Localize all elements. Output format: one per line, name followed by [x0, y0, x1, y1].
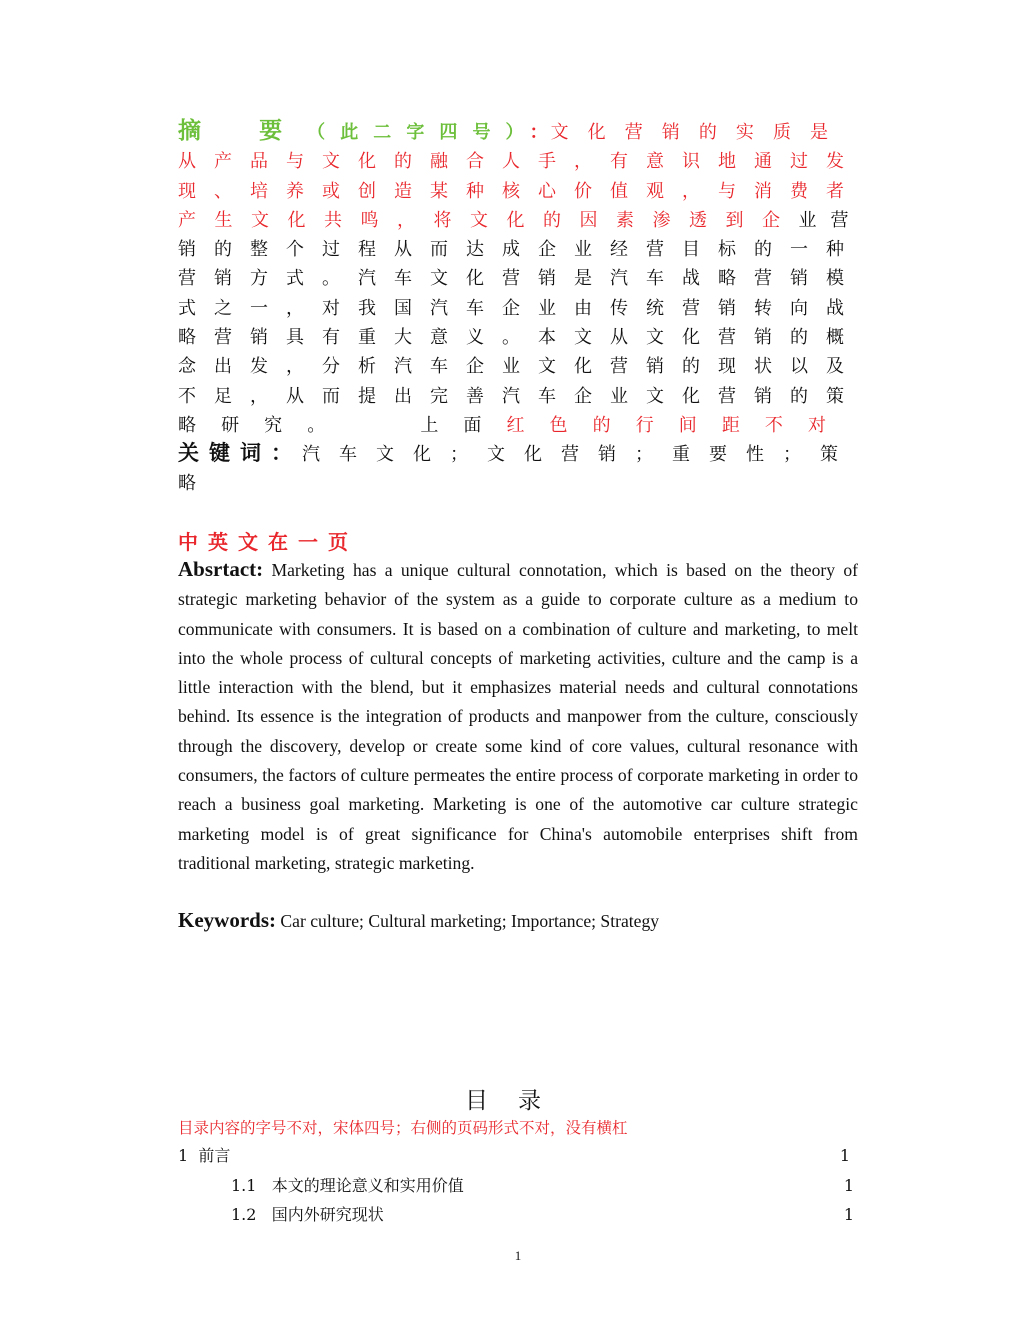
line-spacing-note: 红色的行间距不对 — [506, 414, 845, 436]
keywords-line-2: 略 — [178, 473, 196, 494]
toc-entry-label: 1.1 本文的理论意义和实用价值 — [231, 1176, 464, 1195]
abstract-colon: ： — [529, 122, 551, 143]
abstract-line-1 — [178, 116, 844, 147]
abstract-line-3: 现、培养或创造某种核心价值观，与消费者 — [178, 180, 844, 202]
abstract-line-8: 略营销具有重大意义。本文从文化营销的概 — [178, 327, 844, 349]
toc-entry-label: 1 前言 — [178, 1146, 231, 1165]
abstract-line-5: 销的整个过程从而达成企业经营目标的一种 — [178, 239, 844, 261]
keywords-line-1 — [178, 438, 857, 469]
toc-title: 目录 — [465, 1088, 571, 1114]
chinese-keywords — [178, 438, 857, 498]
chinese-abstract — [178, 116, 863, 440]
same-page-notice: 中英文在一页 — [178, 530, 358, 554]
toc-format-note: 目录内容的字号不对，宋体四号；右侧的页码形式不对，没有横杠 — [178, 1119, 628, 1137]
english-abstract — [178, 555, 858, 878]
abstract-line-6: 营销方式。汽车文化营销是汽车战略营销模 — [178, 268, 844, 290]
toc-entry-page: 1 — [843, 1205, 854, 1224]
toc-entry-label: 1.2 国内外研究现状 — [231, 1205, 384, 1224]
abstract-line-10: 不足，从而提出完善汽车企业文化营销的策 — [178, 385, 844, 407]
english-abstract-label: Absrtact: — [178, 557, 264, 581]
page-number: 1 — [514, 1248, 522, 1263]
abstract-line-4 — [178, 206, 863, 235]
toc-entry-page: 1 — [839, 1146, 850, 1165]
abstract-line-9: 念出发，分析汽车企业文化营销的现状以及 — [178, 356, 844, 378]
abstract-last-text: 略研究。 — [178, 414, 351, 436]
abstract-line-11 — [178, 411, 844, 440]
keywords-text: 汽车文化；文化营销；重要性；策 — [302, 444, 857, 465]
english-keywords — [178, 906, 858, 936]
abstract-line-4-black: 业营 — [798, 209, 863, 231]
english-abstract-text: Marketing has a unique cultural connotation, which is based on the theory of strategic marketing behavior of the system as a guide to corporate culture as a medium to communicate with consumers. It is based on a combination of culture and marketing, to melt into the whole process of cultural concepts of marketing activities, culture and the camp is a little interaction with the blend, but it emphasizes material needs and cultural connotations behind. Its essence is the integration of products and manpower from the culture, consciously through the discovery, develop or create some kind of core values, cultural resonance with consumers, the factors of culture permeates the entire process of corporate marketing in order to reach a business goal marketing. Marketing is one of the automotive car culture strategic marketing model is of great significance for China's automobile enterprises shift from traditional marketing, strategic marketing. — [178, 560, 858, 873]
english-keywords-label: Keywords: — [178, 908, 276, 932]
abstract-line-2: 从产品与文化的融合人手，有意识地通过发 — [178, 151, 844, 173]
toc-entry-page: 1 — [843, 1176, 854, 1195]
abstract-gap-text: 上面 — [420, 414, 507, 436]
toc-entry[interactable] — [231, 1176, 854, 1196]
keywords-label: 关键词： — [178, 440, 302, 465]
abstract-heading: 摘 要 — [178, 117, 308, 144]
abstract-line-4-red: 产生文化共鸣，将文化的因素渗透到企 — [178, 209, 799, 231]
english-keywords-text: Car culture; Cultural marketing; Importance; Strategy — [280, 911, 660, 931]
toc-entry[interactable] — [178, 1146, 850, 1166]
abstract-text: 文化营销的实质是 — [550, 122, 845, 143]
abstract-heading-note: （此二字四号） — [307, 122, 530, 143]
abstract-line-7: 式之一，对我国汽车企业由传统营销转向战 — [178, 297, 844, 319]
toc-entry[interactable] — [231, 1205, 854, 1225]
